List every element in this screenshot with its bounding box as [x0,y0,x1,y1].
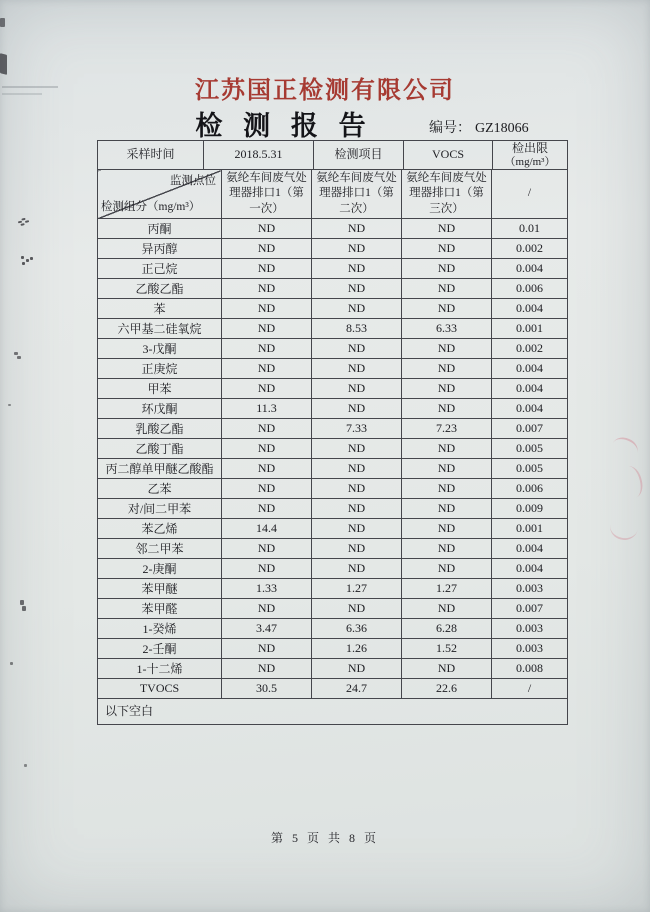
value-cell-3: ND [402,339,492,359]
red-stamp-bleed [609,434,641,462]
compound-name-cell: 2-庚酮 [98,559,222,579]
value-cell-1: ND [222,639,312,659]
detection-limit-cell: 0.004 [492,259,568,279]
value-cell-3: ND [402,379,492,399]
table-row [98,479,568,499]
compound-name-cell: 乳酸乙酯 [98,419,222,439]
detection-limit-cell: 0.004 [492,299,568,319]
value-cell-2: ND [312,439,402,459]
ink-smudge [2,93,42,95]
table-row [98,619,568,639]
compound-name-cell: 乙酸丁酯 [98,439,222,459]
value-cell-2: ND [312,479,402,499]
detection-limit-cell: 0.01 [492,219,568,239]
compound-name-cell: 正庚烷 [98,359,222,379]
data-rows [98,219,568,699]
sampling-time-value: 2018.5.31 [204,141,314,170]
meta-header-table [97,140,568,170]
blank-note-row [98,699,568,725]
table-row [98,539,568,559]
compound-name-cell: 邻二甲苯 [98,539,222,559]
table-row [98,299,568,319]
value-cell-1: 30.5 [222,679,312,699]
detection-limit-cell: 0.004 [492,399,568,419]
value-cell-1: ND [222,459,312,479]
value-cell-3: 6.33 [402,319,492,339]
test-item-label: 检测项目 [314,141,404,170]
component-label: 检测组分（mg/m³） [101,200,201,213]
value-cell-1: ND [222,439,312,459]
value-cell-1: ND [222,559,312,579]
detection-limit-cell: 0.001 [492,519,568,539]
scan-edge-mark [0,53,7,75]
detection-limit-cell: 0.007 [492,419,568,439]
value-cell-2: ND [312,459,402,479]
value-cell-1: ND [222,479,312,499]
table-row [98,519,568,539]
value-cell-2: ND [312,259,402,279]
value-cell-1: ND [222,379,312,399]
value-cell-1: ND [222,419,312,439]
table-row [98,679,568,699]
detection-limit-cell: 0.004 [492,559,568,579]
compound-name-cell: 对/间二甲苯 [98,499,222,519]
value-cell-1: ND [222,279,312,299]
meta-row [98,141,568,170]
table-row [98,239,568,259]
value-cell-1: ND [222,499,312,519]
value-cell-3: 7.23 [402,419,492,439]
value-cell-2: ND [312,379,402,399]
detection-limit-cell: 0.004 [492,359,568,379]
value-cell-3: ND [402,499,492,519]
value-cell-2: ND [312,399,402,419]
value-cell-2: ND [312,539,402,559]
report-title: 检 测 报 告 [195,111,373,141]
value-cell-2: 24.7 [312,679,402,699]
value-cell-1: 14.4 [222,519,312,539]
value-cell-1: ND [222,599,312,619]
blank-note-cell: 以下空白 [98,699,568,725]
value-cell-2: 8.53 [312,319,402,339]
detection-limit-cell: 0.003 [492,579,568,599]
table-row [98,659,568,679]
value-cell-2: ND [312,299,402,319]
value-cell-2: ND [312,559,402,579]
value-cell-3: ND [402,439,492,459]
detection-limit-cell: 0.005 [492,439,568,459]
compound-name-cell: 苯甲醚 [98,579,222,599]
scan-speck [18,221,22,224]
value-cell-1: ND [222,259,312,279]
compound-name-cell: 苯乙烯 [98,519,222,539]
compound-name-cell: 1-十二烯 [98,659,222,679]
value-cell-3: ND [402,559,492,579]
data-table [97,169,568,725]
value-cell-1: 11.3 [222,399,312,419]
compound-name-cell: 正己烷 [98,259,222,279]
detection-limit-cell: 0.007 [492,599,568,619]
detection-limit-cell: 0.004 [492,379,568,399]
value-cell-1: ND [222,539,312,559]
table-row [98,359,568,379]
table-row [98,379,568,399]
compound-name-cell: 乙酸乙酯 [98,279,222,299]
diagonal-header-cell [98,170,222,219]
compound-name-cell: 丙酮 [98,219,222,239]
detection-limit-cell: 0.004 [492,539,568,559]
value-cell-3: ND [402,279,492,299]
table-row [98,259,568,279]
detection-limit-cell: 0.003 [492,639,568,659]
compound-name-cell: 苯甲醛 [98,599,222,619]
value-cell-1: ND [222,319,312,339]
value-cell-2: ND [312,659,402,679]
scan-speck [24,764,27,767]
value-cell-3: ND [402,219,492,239]
detection-limit-cell: / [492,679,568,699]
column-header-outlet-1: 氨纶车间废气处理器排口1（第一次） [222,170,312,219]
table-row [98,579,568,599]
compound-name-cell: TVOCS [98,679,222,699]
detection-limit-cell: 0.002 [492,339,568,359]
table-row [98,439,568,459]
value-cell-2: 1.26 [312,639,402,659]
value-cell-3: 1.27 [402,579,492,599]
detection-limit-cell: 0.005 [492,459,568,479]
report-number-label: 编号： [429,121,471,136]
report-number-value: GZ18066 [475,121,529,136]
value-cell-3: ND [402,599,492,619]
compound-name-cell: 苯 [98,299,222,319]
detection-limit-cell: 0.009 [492,499,568,519]
value-cell-1: ND [222,339,312,359]
value-cell-2: ND [312,279,402,299]
scan-speck [20,600,24,605]
value-cell-1: ND [222,659,312,679]
table-row [98,639,568,659]
detection-limit-label: 检出限 [511,140,548,155]
table-row [98,219,568,239]
table-row [98,279,568,299]
company-name: 江苏国正检测有限公司 [195,78,455,104]
column-header-outlet-2: 氨纶车间废气处理器排口1（第二次） [312,170,402,219]
monitoring-point-label: 监测点位 [170,175,216,187]
table-row [98,559,568,579]
compound-name-cell: 环戊酮 [98,399,222,419]
compound-name-cell: 1-癸烯 [98,619,222,639]
value-cell-3: ND [402,399,492,419]
value-cell-2: ND [312,239,402,259]
page-number: 第 5 页 共 8 页 [270,831,379,845]
results-table [97,140,567,725]
compound-name-cell: 甲苯 [98,379,222,399]
value-cell-2: 1.27 [312,579,402,599]
column-header-limit-slash: / [492,170,568,219]
compound-name-cell: 六甲基二硅氧烷 [98,319,222,339]
scan-speck [8,404,11,406]
value-cell-1: ND [222,299,312,319]
table-row [98,419,568,439]
table-row [98,399,568,419]
value-cell-2: ND [312,599,402,619]
value-cell-2: ND [312,519,402,539]
value-cell-2: ND [312,219,402,239]
detection-limit-header [493,141,568,170]
compound-name-cell: 2-壬酮 [98,639,222,659]
column-header-outlet-3: 氨纶车间废气处理器排口1（第三次） [402,170,492,219]
value-cell-2: 6.36 [312,619,402,639]
test-item-value: VOCS [404,141,493,170]
detection-limit-cell: 0.002 [492,239,568,259]
value-cell-3: ND [402,539,492,559]
value-cell-3: ND [402,299,492,319]
scan-speck [14,352,18,355]
value-cell-1: ND [222,359,312,379]
value-cell-1: 3.47 [222,619,312,639]
value-cell-3: 1.52 [402,639,492,659]
table-row [98,339,568,359]
table-row [98,599,568,619]
detection-limit-cell: 0.006 [492,479,568,499]
value-cell-3: ND [402,519,492,539]
detection-limit-cell: 0.008 [492,659,568,679]
detection-limit-cell: 0.003 [492,619,568,639]
value-cell-1: ND [222,219,312,239]
red-stamp-bleed [618,464,645,500]
column-header-row [98,170,568,219]
compound-name-cell: 丙二醇单甲醚乙酸酯 [98,459,222,479]
report-number [429,117,529,137]
ink-smudge [2,86,58,88]
compound-name-cell: 3-戊酮 [98,339,222,359]
value-cell-3: ND [402,659,492,679]
sampling-time-label: 采样时间 [98,141,204,170]
value-cell-2: ND [312,359,402,379]
value-cell-3: 6.28 [402,619,492,639]
value-cell-3: ND [402,479,492,499]
value-cell-3: ND [402,259,492,279]
value-cell-3: 22.6 [402,679,492,699]
table-row [98,319,568,339]
table-row [98,499,568,519]
value-cell-2: 7.33 [312,419,402,439]
value-cell-1: ND [222,239,312,259]
value-cell-3: ND [402,459,492,479]
value-cell-2: ND [312,499,402,519]
table-row [98,459,568,479]
value-cell-2: ND [312,339,402,359]
red-stamp-bleed [608,512,640,542]
detection-limit-cell: 0.006 [492,279,568,299]
detection-limit-unit: （mg/m³） [504,155,556,168]
detection-limit-cell: 0.001 [492,319,568,339]
compound-name-cell: 乙苯 [98,479,222,499]
value-cell-3: ND [402,359,492,379]
scan-edge-mark [0,18,5,27]
compound-name-cell: 异丙醇 [98,239,222,259]
value-cell-3: ND [402,239,492,259]
value-cell-1: 1.33 [222,579,312,599]
scan-speck [21,256,24,259]
scan-speck [10,662,13,665]
